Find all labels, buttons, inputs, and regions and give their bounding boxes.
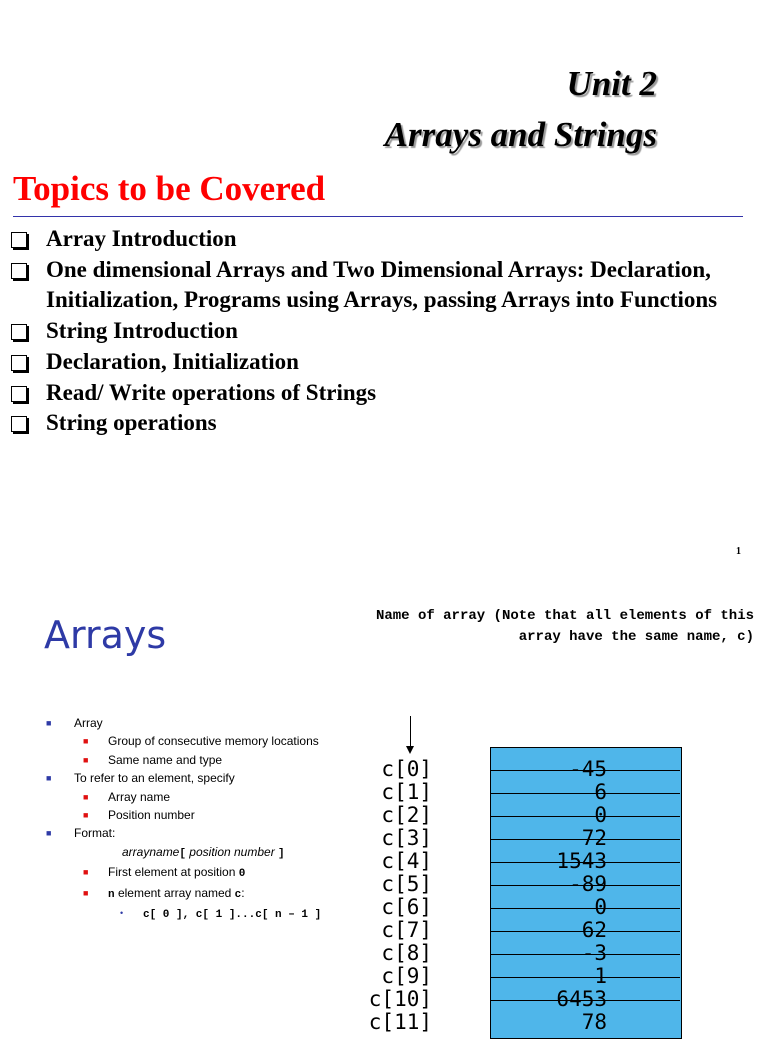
element-value: 6453 [556, 987, 607, 1011]
topic-item [8, 316, 748, 347]
slide-arrays [0, 580, 768, 1034]
bullet-item: ■ Position number [46, 806, 386, 824]
element-value: -3 [581, 941, 607, 965]
bullet-item: ■ To refer to an element, specify [46, 769, 386, 787]
array-element-row [380, 919, 680, 942]
bullet-item: ■ Same name and type [46, 751, 386, 769]
checkbox-bullet-icon [11, 416, 27, 432]
bullet-item: ■ First element at position 0 [83, 865, 246, 881]
down-arrow-icon [410, 716, 411, 752]
element-index: c[5] [381, 872, 432, 896]
bullet-item: ■ n element array named c: [83, 885, 245, 901]
topic-text: Declaration, Initialization [46, 348, 299, 374]
array-element-row [380, 758, 680, 781]
bullet-item: ■ Group of consecutive memory locations [46, 732, 386, 750]
square-bullet-icon: ■ [83, 810, 89, 821]
element-index: c[8] [381, 941, 432, 965]
checkbox-bullet-icon [11, 324, 27, 340]
topic-item [8, 378, 748, 409]
element-index: c[7] [381, 918, 432, 942]
bullet-item: ■ Array name [46, 788, 386, 806]
bullet-item: ■ Format: [46, 824, 386, 842]
checkbox-bullet-icon [11, 355, 27, 371]
element-value: 1543 [556, 849, 607, 873]
array-element-row [380, 965, 680, 988]
element-value: 0 [594, 895, 607, 919]
element-index: c[0] [381, 757, 432, 781]
cell-divider [490, 816, 680, 817]
cell-divider [490, 977, 680, 978]
square-bullet-icon: ■ [46, 718, 52, 728]
cell-divider [490, 793, 680, 794]
format-syntax: arrayname[ position number ] [122, 844, 285, 860]
topic-item [8, 347, 748, 378]
element-index: c[3] [381, 826, 432, 850]
array-element-row [380, 781, 680, 804]
topics-heading: Topics to be Covered [13, 169, 326, 208]
topic-item [8, 255, 748, 316]
page-number: 1 [736, 546, 741, 557]
array-elements [368, 757, 680, 1034]
element-index: c[6] [381, 895, 432, 919]
bullet-item: • c[ 0 ], c[ 1 ]...c[ n – 1 ] [46, 904, 386, 924]
element-index: c[10] [368, 987, 432, 1011]
square-bullet-icon: ■ [83, 867, 89, 878]
definition-bullets [46, 714, 386, 924]
element-value: -45 [569, 757, 607, 781]
element-value: -89 [569, 872, 607, 896]
array-element-row [380, 850, 680, 873]
unit-subtitle: Arrays and Strings [384, 115, 657, 154]
element-index: c[2] [381, 803, 432, 827]
checkbox-bullet-icon [11, 263, 27, 279]
topic-text: Read/ Write operations of Strings [46, 379, 377, 405]
element-index: c[11] [368, 1010, 432, 1034]
square-bullet-icon: ■ [46, 828, 52, 839]
slide-title: Arrays [44, 613, 167, 657]
topic-text: One dimensional Arrays and Two Dimensional Arrays: Declaration, Initialization, Programs using Arrays, passing Arrays into Functions [46, 256, 718, 313]
element-value: 62 [581, 918, 607, 942]
bullet-item: ■ Array [46, 714, 386, 732]
element-value: 1 [594, 964, 607, 988]
element-value: 72 [581, 826, 607, 850]
array-element-row [368, 1010, 680, 1034]
element-value: 0 [594, 803, 607, 827]
array-element-row [380, 827, 680, 850]
square-bullet-icon: ■ [83, 736, 89, 747]
topic-item [8, 408, 748, 439]
square-bullet-icon: ■ [46, 773, 52, 784]
square-bullet-icon: ■ [83, 791, 89, 802]
array-element-row [380, 896, 680, 919]
topic-text: String Introduction [46, 318, 238, 344]
topic-item [8, 224, 748, 255]
array-name-caption: Name of array (Note that all elements of this array have the same name, c) [375, 608, 754, 645]
checkbox-bullet-icon [11, 232, 27, 248]
element-index: c[4] [381, 849, 432, 873]
cell-divider [490, 908, 680, 909]
dot-bullet-icon: • [120, 908, 124, 919]
element-value: 78 [581, 1010, 607, 1034]
unit-title: Unit 2 [566, 64, 657, 103]
array-element-row [380, 942, 680, 965]
array-element-row [380, 873, 680, 896]
topics-list [8, 224, 748, 439]
topic-text: Array Introduction [46, 226, 237, 251]
square-bullet-icon: ■ [83, 754, 89, 765]
array-element-row [380, 804, 680, 827]
element-index: c[1] [381, 780, 432, 804]
element-index: c[9] [381, 964, 432, 988]
square-bullet-icon: ■ [83, 887, 89, 898]
topic-text: String operations [46, 410, 217, 436]
checkbox-bullet-icon [11, 386, 27, 402]
element-value: 6 [594, 780, 607, 804]
heading-divider [13, 216, 743, 217]
array-element-row [368, 987, 680, 1011]
